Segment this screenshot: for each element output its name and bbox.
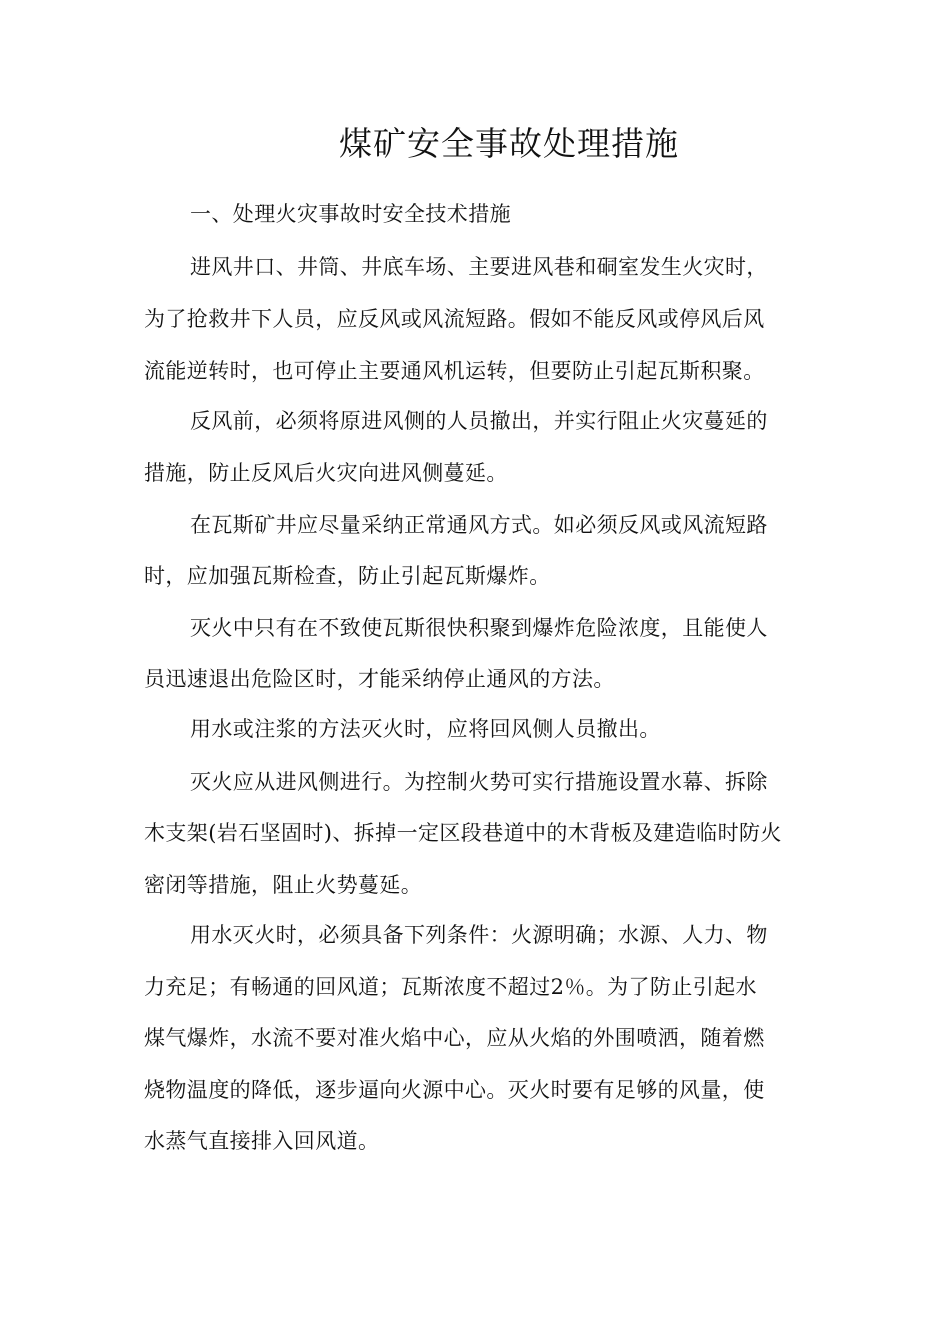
paragraph-line: 在瓦斯矿井应尽量采纳正常通风方式。如必须反风或风流短路 (190, 513, 768, 537)
paragraph-line: 煤气爆炸，水流不要对准火焰中心，应从火焰的外围喷洒，随着燃 (144, 1026, 765, 1050)
paragraph-line: 进风井口、井筒、井底车场、主要进风巷和硐室发生火灾时， (190, 255, 768, 279)
paragraph-line: 用水灭火时，必须具备下列条件：火源明确；水源、人力、物 (190, 923, 768, 947)
paragraph-line: 灭火应从进风侧进行。为控制火势可实行措施设置水幕、拆除 (190, 770, 768, 794)
paragraph-line: 措施，防止反风后火灾向进风侧蔓延。 (144, 461, 508, 485)
paragraph-line: 时，应加强瓦斯检查，防止引起瓦斯爆炸。 (144, 564, 551, 588)
paragraph-line: 木支架(岩石坚固时)、拆掉一定区段巷道中的木背板及建造临时防火 (144, 821, 782, 845)
paragraph-line: 灭火中只有在不致使瓦斯很快积聚到爆炸危险浓度，且能使人 (190, 616, 768, 640)
paragraph-line: 员迅速退出危险区时，才能采纳停止通风的方法。 (144, 667, 615, 691)
paragraph-line: 力充足；有畅通的回风道；瓦斯浓度不超过2％。为了防止引起水 (144, 975, 757, 999)
paragraph-line: 用水或注浆的方法灭火时，应将回风侧人员撤出。 (190, 717, 661, 741)
paragraph-line: 水蒸气直接排入回风道。 (144, 1129, 380, 1153)
paragraph-line: 流能逆转时，也可停止主要通风机运转，但要防止引起瓦斯积聚。 (144, 359, 765, 383)
paragraph-line: 密闭等措施，阻止火势蔓延。 (144, 873, 423, 897)
paragraph-line: 为了抢救井下人员，应反风或风流短路。假如不能反风或停风后风 (144, 307, 765, 331)
paragraph-line: 反风前，必须将原进风侧的人员撤出，并实行阻止火灾蔓延的 (190, 409, 768, 433)
section-heading: 一、处理火灾事故时安全技术措施 (190, 202, 511, 226)
paragraph-line: 烧物温度的降低，逐步逼向火源中心。灭火时要有足够的风量，使 (144, 1078, 765, 1102)
document-title: 煤矿安全事故处理措施 (339, 124, 679, 163)
